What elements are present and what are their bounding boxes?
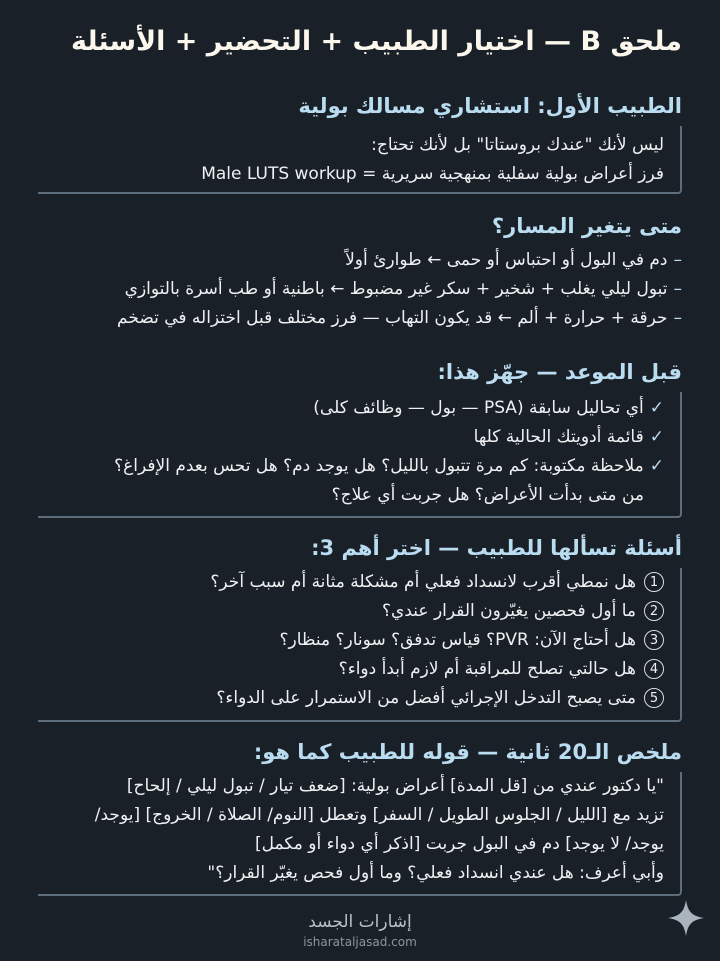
number-badge: 4: [644, 659, 664, 679]
questions-heading: أسئلة تسألها للطبيب — اختر أهم 3:: [311, 536, 682, 560]
check-icon: ✓: [649, 398, 664, 418]
doctor-heading: الطبيب الأول: استشاري مسالك بولية: [298, 94, 682, 118]
question-item: 4هل حالتي تصلح للمراقبة أم لازم أبدأ دواء؟: [339, 655, 664, 683]
doctor-line: ليس لأنك "عندك بروستاتا" بل لأنك تحتاج:: [371, 135, 664, 155]
summary-box: [38, 772, 682, 896]
summary-line: "يا دكتور عندي من [قل المدة] أعراض بولية: [ضعف تيار / تبول ليلي / إلحاح]: [126, 776, 664, 796]
doctor-line: فرز أعراض بولية سفلية بمنهجية سريرية = Male LUTS workup: [201, 164, 664, 184]
number-badge: 2: [644, 601, 664, 621]
summary-line: تزيد مع [الليل / الجلوس الطويل / السفر] وتعطل [النوم/ الصلاة / الخروج] [يوجد/: [94, 805, 664, 825]
questions-box: [38, 568, 682, 722]
list-item: –دم في البول أو احتباس أو حمى ← طوارئ أولاً: [345, 250, 682, 270]
page-title: ملحق B — اختيار الطبيب + التحضير + الأسئلة: [71, 26, 682, 57]
footer-url: isharataljasad.com: [303, 935, 417, 949]
prepare-box: [38, 392, 682, 518]
footer-brand: إشارات الجسد: [308, 912, 412, 932]
prepare-heading: قبل الموعد — جهّز هذا:: [437, 360, 682, 384]
summary-line: وأبي أعرف: هل عندي انسداد فعلي؟ وما أول فحص يغيّر القرار؟": [207, 863, 664, 883]
checklist-item: ✓قائمة أدويتك الحالية كلها: [473, 427, 664, 447]
checklist-continuation: من متى بدأت الأعراض؟ هل جربت أي علاج؟: [331, 485, 644, 505]
number-badge: 5: [644, 688, 664, 708]
doctor-box: [38, 126, 682, 194]
check-icon: ✓: [649, 456, 664, 476]
summary-heading: ملخص الـ20 ثانية — قوله للطبيب كما هو:: [253, 740, 682, 764]
checklist-item: ✓ملاحظة مكتوبة: كم مرة تتبول بالليل؟ هل يوجد دم؟ هل تحس بعدم الإفراغ؟: [114, 456, 664, 476]
question-item: 5متى يصبح التدخل الإجرائي أفضل من الاستمرار على الدواء؟: [216, 684, 664, 712]
number-badge: 3: [644, 630, 664, 650]
checklist-item: ✓أي تحاليل سابقة (PSA — بول — وظائف كلى): [313, 398, 664, 418]
summary-line: يوجد/ لا يوجد] دم في البول جربت [اذكر أي دواء أو مكمل]: [255, 834, 664, 854]
change-list: [38, 246, 682, 340]
change-heading: متى يتغير المسار؟: [491, 214, 682, 238]
question-item: 1هل نمطي أقرب لانسداد فعلي أم مشكلة مثانة أم سبب آخر؟: [210, 568, 664, 596]
list-item: –حرقة + حرارة + ألم ← قد يكون التهاب — فرز مختلف قبل اختزاله في تضخم: [117, 308, 682, 328]
sparkle-icon: [666, 898, 706, 938]
check-icon: ✓: [649, 427, 664, 447]
question-item: 3هل أحتاج الآن: PVR؟ قياس تدفق؟ سونار؟ منظار؟: [280, 626, 664, 654]
question-item: 2ما أول فحصين يغيّرون القرار عندي؟: [382, 597, 664, 625]
number-badge: 1: [644, 572, 664, 592]
list-item: –تبول ليلي يغلب + شخير + سكر غير مضبوط ← باطنية أو طب أسرة بالتوازي: [124, 279, 682, 299]
